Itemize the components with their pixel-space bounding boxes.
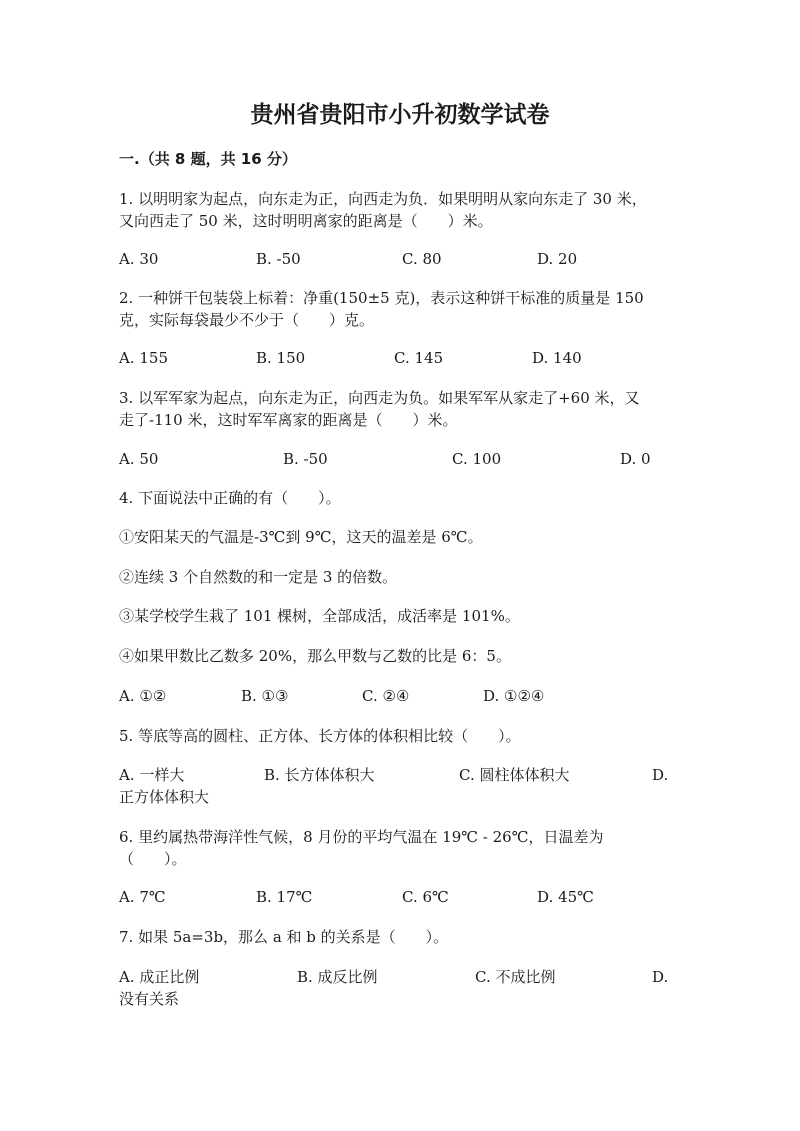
question-2-option-b[interactable]: B. 150 (256, 349, 306, 367)
question-2-text-line-1: 2. 一种饼干包装袋上标着：净重(150±5 克)，表示这种饼干标准的质量是 150 (119, 289, 644, 307)
question-2-option-a[interactable]: A. 155 (119, 349, 168, 367)
question-4-statement-1: ①安阳某天的气温是-3℃到 9℃，这天的温差是 6℃。 (119, 528, 483, 546)
question-6-text-line-2: （ ）。 (119, 850, 187, 868)
question-1-option-b[interactable]: B. -50 (256, 250, 301, 268)
question-2-option-d[interactable]: D. 140 (532, 349, 582, 367)
question-7-option-c[interactable]: C. 不成比例 (475, 968, 556, 986)
section-heading: 一.（共 8 题，共 16 分） (119, 150, 297, 168)
question-4-option-b[interactable]: B. ①③ (241, 687, 289, 705)
question-7-option-d-text: 没有关系 (119, 990, 180, 1008)
question-3-option-c[interactable]: C. 100 (452, 450, 502, 468)
question-4-statement-4: ④如果甲数比乙数多 20%，那么甲数与乙数的比是 6：5。 (119, 647, 511, 665)
question-3-option-b[interactable]: B. -50 (283, 450, 328, 468)
question-4-text-line-1: 4. 下面说法中正确的有（ ）。 (119, 489, 341, 507)
question-7-option-d[interactable]: D. (652, 968, 669, 986)
question-5-text-line-1: 5. 等底等高的圆柱、正方体、长方体的体积相比较（ ）。 (119, 727, 521, 745)
question-6-option-a[interactable]: A. 7℃ (119, 888, 166, 906)
question-4-statement-2: ②连续 3 个自然数的和一定是 3 的倍数。 (119, 568, 398, 586)
question-5-option-d[interactable]: D. (652, 766, 669, 784)
question-4-option-c[interactable]: C. ②④ (362, 687, 410, 705)
question-4-option-a[interactable]: A. ①② (119, 687, 167, 705)
question-4-option-d[interactable]: D. ①②④ (483, 687, 545, 705)
question-2-text-line-2: 克，实际每袋最少不少于（ ）克。 (119, 311, 375, 329)
question-6-option-d[interactable]: D. 45℃ (537, 888, 594, 906)
page-title: 贵州省贵阳市小升初数学试卷 (250, 102, 550, 128)
question-5-option-a[interactable]: A. 一样大 (119, 766, 185, 784)
question-1-option-a[interactable]: A. 30 (119, 250, 159, 268)
question-4-statement-3: ③某学校学生栽了 101 棵树，全部成活，成活率是 101%。 (119, 607, 520, 625)
question-2-option-c[interactable]: C. 145 (394, 349, 444, 367)
question-7-option-a[interactable]: A. 成正比例 (119, 968, 200, 986)
question-5-option-d-text: 正方体体积大 (119, 788, 210, 806)
question-3-text-line-2: 走了-110 米，这时军军离家的距离是（ ）米。 (119, 411, 458, 429)
question-6-text-line-1: 6. 里约属热带海洋性气候，8 月份的平均气温在 19℃ - 26℃，日温差为 (119, 828, 604, 846)
question-3-text-line-1: 3. 以军军家为起点，向东走为正，向西走为负。如果军军从家走了+60 米，又 (119, 389, 640, 407)
question-1-option-c[interactable]: C. 80 (402, 250, 442, 268)
question-7-option-b[interactable]: B. 成反比例 (297, 968, 378, 986)
question-3-option-d[interactable]: D. 0 (620, 450, 651, 468)
question-3-option-a[interactable]: A. 50 (119, 450, 159, 468)
question-5-option-c[interactable]: C. 圆柱体体积大 (459, 766, 570, 784)
question-1-text-line-1: 1. 以明明家为起点，向东走为正，向西走为负．如果明明从家向东走了 30 米， (119, 190, 647, 208)
question-7-text-line-1: 7. 如果 5a=3b，那么 a 和 b 的关系是（ ）。 (119, 928, 449, 946)
question-6-option-c[interactable]: C. 6℃ (402, 888, 449, 906)
question-1-text-line-2: 又向西走了 50 米，这时明明离家的距离是（ ）米。 (119, 212, 493, 230)
question-6-option-b[interactable]: B. 17℃ (256, 888, 313, 906)
question-1-option-d[interactable]: D. 20 (537, 250, 578, 268)
question-5-option-b[interactable]: B. 长方体体积大 (264, 766, 375, 784)
